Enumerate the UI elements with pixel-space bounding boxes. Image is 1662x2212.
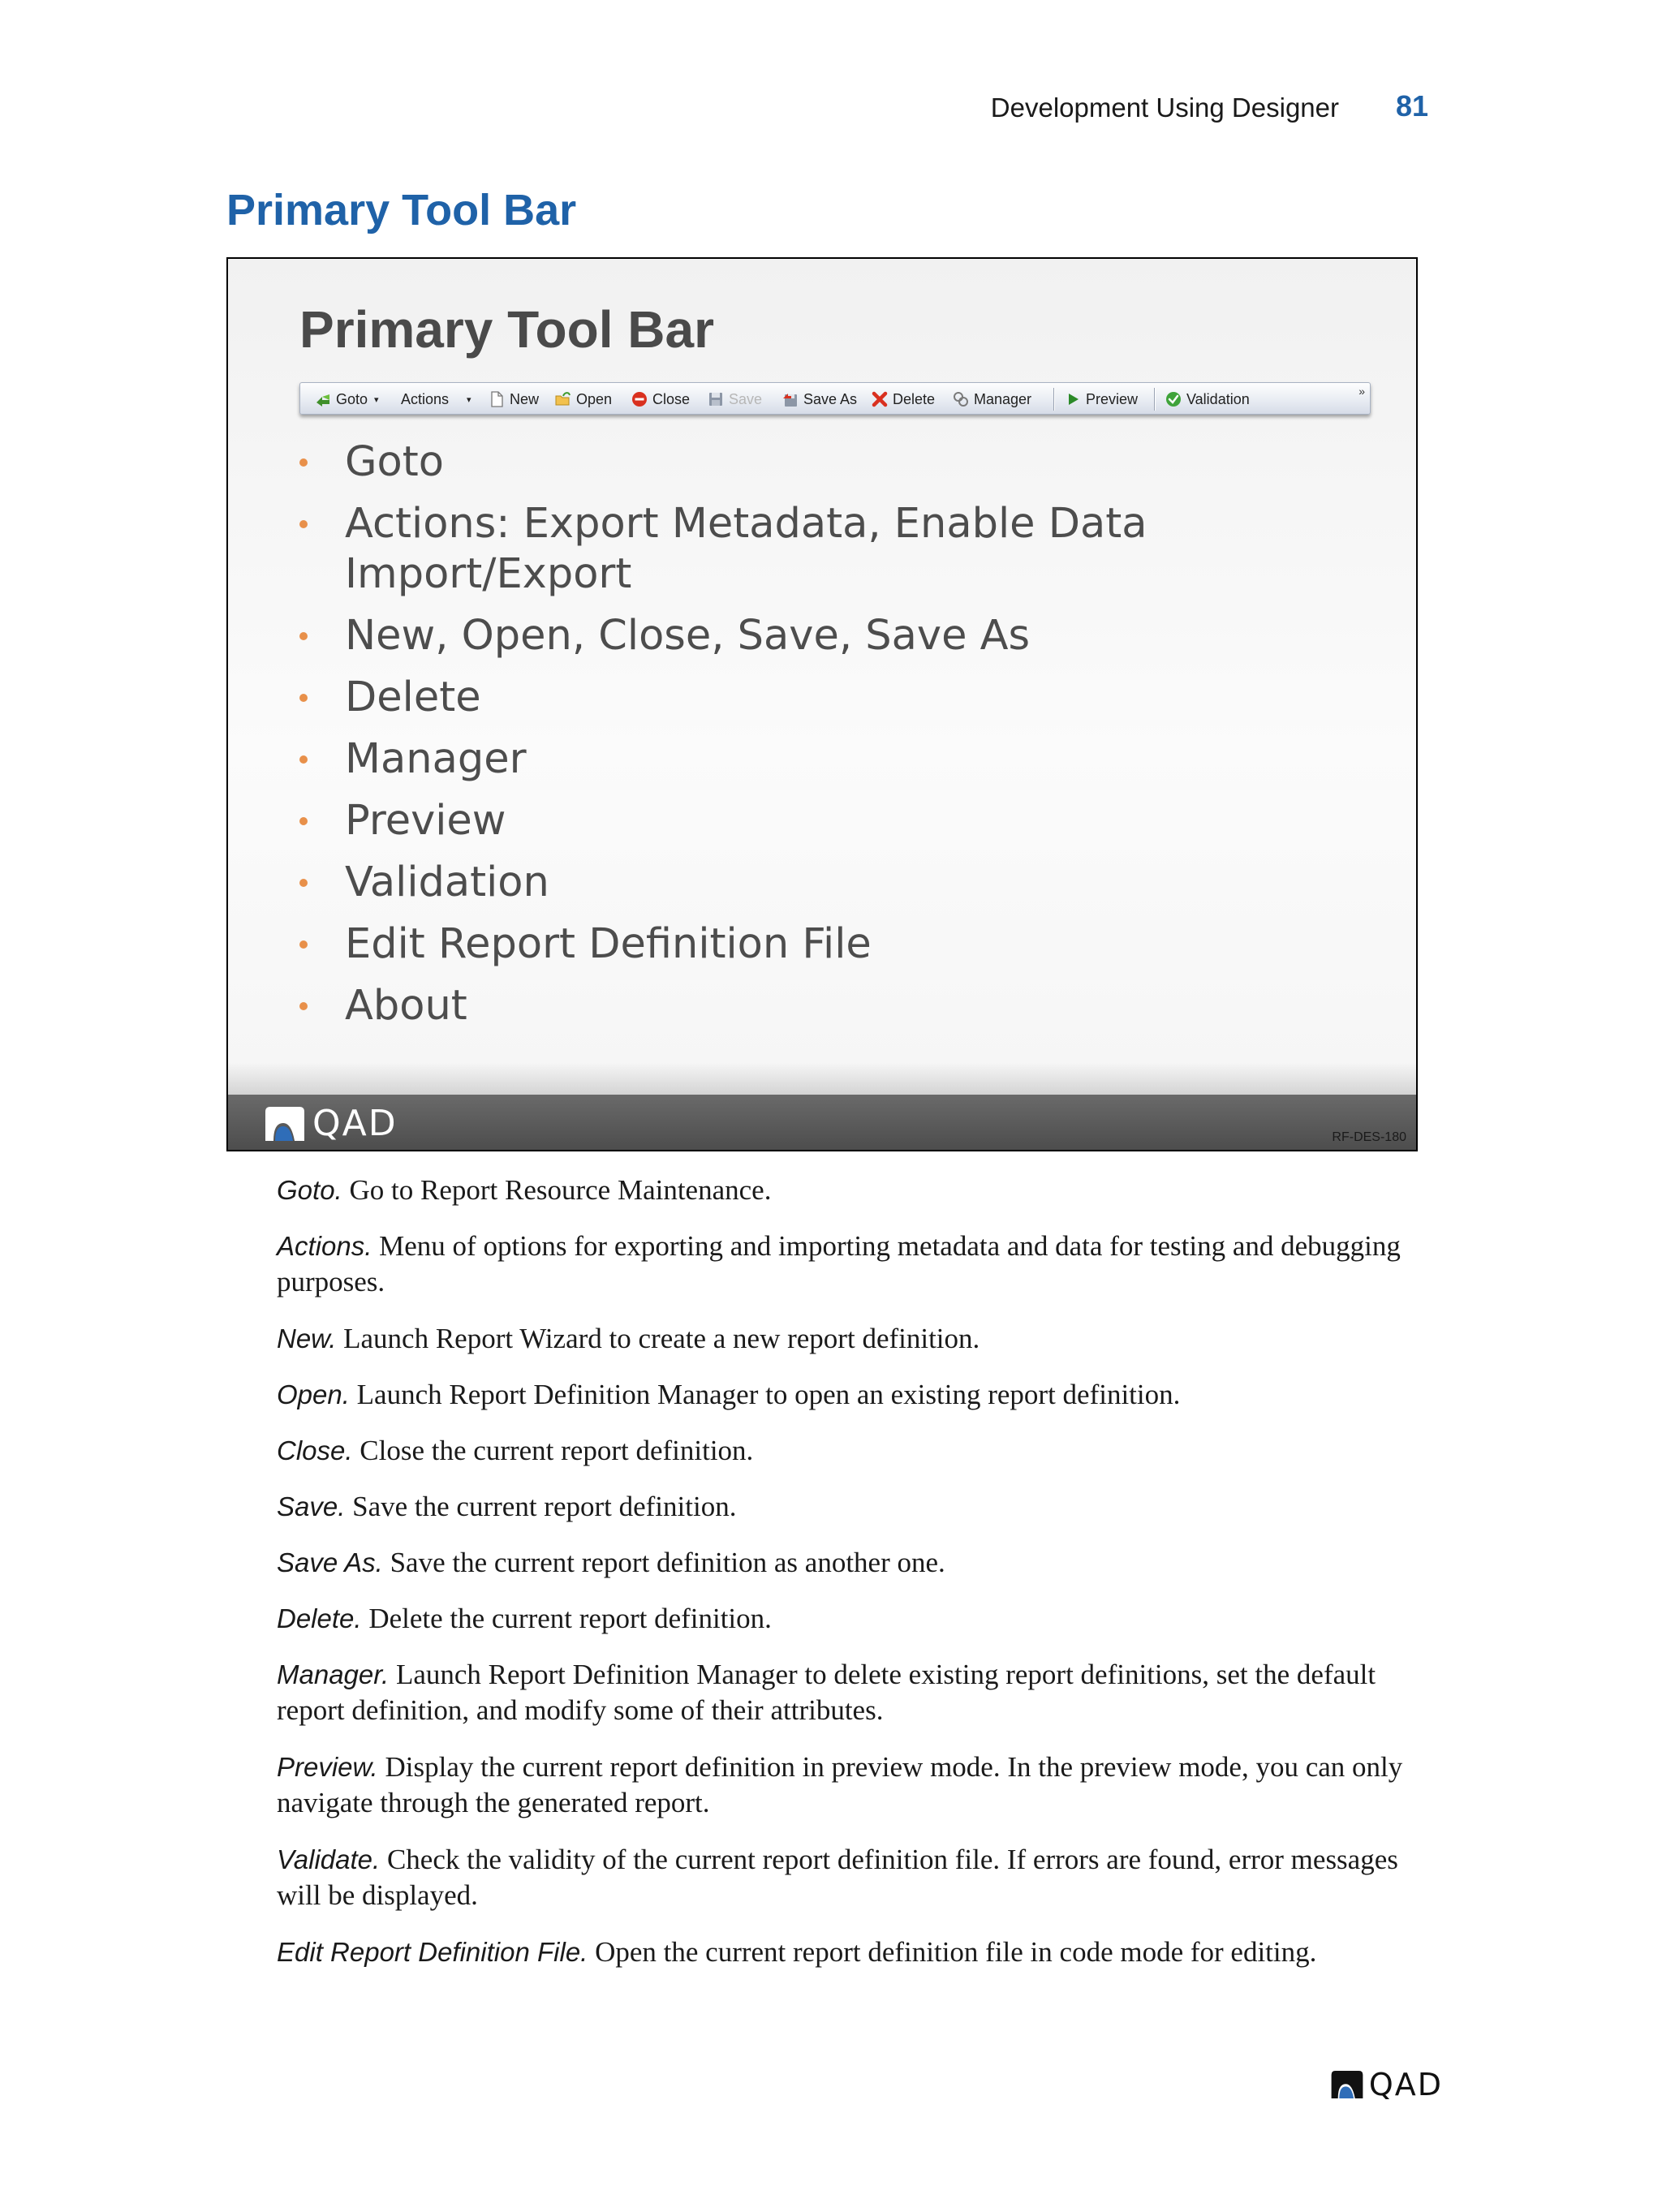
description-term: Preview. xyxy=(277,1752,378,1782)
bullet-text: Edit Report Definition File xyxy=(345,920,872,968)
slide-code: RF-DES-180 xyxy=(1332,1130,1406,1144)
description-text: Menu of options for exporting and importing metadata and data for testing and debugging purposes. xyxy=(277,1230,1401,1298)
new-document-icon xyxy=(489,391,505,407)
description-text: Go to Report Resource Maintenance. xyxy=(342,1174,772,1206)
toolbar-label: Open xyxy=(576,390,613,407)
description-term: New. xyxy=(277,1323,337,1353)
description-close xyxy=(277,1433,1429,1469)
toolbar-label: Close xyxy=(652,390,691,407)
section-title: Primary Tool Bar xyxy=(226,186,577,235)
check-circle-icon xyxy=(1165,391,1182,407)
description-validate xyxy=(277,1842,1429,1913)
description-text: Save the current report definition as another one. xyxy=(382,1547,945,1578)
description-term: Save. xyxy=(277,1491,346,1521)
list-item xyxy=(299,611,1371,661)
bullet-text: Preview xyxy=(345,797,506,845)
list-item xyxy=(299,437,1371,488)
description-term: Manager. xyxy=(277,1659,390,1689)
description-text: Launch Report Definition Manager to delete existing report definitions, set the default report definition, and modify some of their attributes. xyxy=(277,1659,1376,1726)
description-text: Close the current report definition. xyxy=(352,1435,754,1466)
description-text: Save the current report definition. xyxy=(345,1491,737,1522)
description-save-as xyxy=(277,1545,1429,1581)
close-circle-icon xyxy=(631,391,648,407)
bullet-dot xyxy=(299,458,308,467)
description-goto xyxy=(277,1173,1429,1208)
toolbar-label: Save xyxy=(729,390,763,407)
description-term: Open. xyxy=(277,1379,350,1409)
description-text: Launch Report Wizard to create a new report definition. xyxy=(336,1323,980,1354)
description-text: Delete the current report definition. xyxy=(361,1603,772,1634)
list-item xyxy=(299,858,1371,908)
description-term: Edit Report Definition File. xyxy=(277,1937,588,1967)
running-header xyxy=(958,89,1428,130)
toolbar-overflow-button[interactable]: » xyxy=(1358,385,1365,398)
description-preview xyxy=(277,1749,1429,1821)
chevron-down-icon: ▾ xyxy=(374,394,379,405)
toolbar-label: Preview xyxy=(1086,390,1139,407)
chevron-down-icon: ▾ xyxy=(467,394,471,405)
bullet-dot xyxy=(299,1002,308,1010)
bullet-text: Actions: Export Metadata, Enable Data Import/Export xyxy=(345,500,1147,598)
toolbar-close-button[interactable] xyxy=(631,390,690,408)
running-title: Development Using Designer xyxy=(990,93,1339,123)
toolbar-label: Delete xyxy=(893,390,936,407)
toolbar-separator xyxy=(1053,388,1054,411)
toolbar-label: Actions xyxy=(401,390,450,407)
toolbar-open-button[interactable] xyxy=(555,390,612,408)
bullet-text: New, Open, Close, Save, Save As xyxy=(345,612,1031,660)
delete-x-icon xyxy=(872,391,888,407)
page-number: 81 xyxy=(1395,89,1428,123)
bullet-dot xyxy=(299,694,308,702)
logo-text: QAD xyxy=(312,1103,398,1144)
toolbar-preview-button[interactable] xyxy=(1065,390,1138,408)
slide-title: Primary Tool Bar xyxy=(299,300,714,359)
description-actions xyxy=(277,1229,1429,1300)
description-text: Check the validity of the current report definition file. If errors are found, error messages will be displayed. xyxy=(277,1844,1398,1911)
bullet-dot xyxy=(299,632,308,640)
bullet-dot xyxy=(299,755,308,764)
toolbar-label: Manager xyxy=(974,390,1032,407)
toolbar-label: Save As xyxy=(803,390,858,407)
list-item xyxy=(299,919,1371,970)
toolbar-separator xyxy=(1154,388,1155,411)
description-save xyxy=(277,1489,1429,1525)
toolbar-label: Validation xyxy=(1186,390,1250,407)
toolbar-label: New xyxy=(510,390,540,407)
description-open xyxy=(277,1377,1429,1413)
description-term: Close. xyxy=(277,1435,353,1465)
qad-logo xyxy=(264,1103,398,1144)
page-footer-qad-logo xyxy=(1330,2067,1443,2102)
description-delete xyxy=(277,1601,1429,1637)
toolbar-goto-button[interactable] xyxy=(315,390,379,408)
toolbar-label: Goto xyxy=(336,390,368,407)
description-edit-report-definition-file xyxy=(277,1934,1429,1970)
bullet-dot xyxy=(299,879,308,887)
toolbar-validation-button[interactable] xyxy=(1165,390,1250,408)
list-item xyxy=(299,734,1371,785)
description-text: Launch Report Definition Manager to open an existing report definition. xyxy=(349,1379,1181,1410)
description-term: Goto. xyxy=(277,1175,342,1205)
save-as-icon xyxy=(782,391,799,407)
list-item xyxy=(299,499,1371,600)
toolbar-delete-button[interactable] xyxy=(872,390,935,408)
bullet-text: Manager xyxy=(345,735,527,783)
description-manager xyxy=(277,1657,1429,1728)
bullet-dot xyxy=(299,520,308,528)
qad-logo-mark-icon xyxy=(264,1105,306,1143)
description-new xyxy=(277,1321,1429,1357)
description-term: Validate. xyxy=(277,1844,381,1874)
toolbar-save-as-button[interactable] xyxy=(782,390,857,408)
description-text: Display the current report definition in preview mode. In the preview mode, you can only navigate through the generated report. xyxy=(277,1751,1403,1818)
slide-footer xyxy=(228,1095,1416,1150)
open-folder-icon xyxy=(555,391,571,407)
description-term: Delete. xyxy=(277,1603,362,1633)
goto-icon xyxy=(315,391,331,407)
list-item xyxy=(299,796,1371,846)
bullet-text: Goto xyxy=(345,438,444,486)
toolbar-save-button[interactable] xyxy=(708,390,762,408)
bullet-text: About xyxy=(345,982,467,1030)
list-item xyxy=(299,673,1371,723)
toolbar-new-button[interactable] xyxy=(489,390,539,408)
save-disk-icon xyxy=(708,391,724,407)
bullet-dot xyxy=(299,940,308,949)
manager-icon xyxy=(953,391,969,407)
play-triangle-icon xyxy=(1065,391,1081,407)
toolbar-actions-button[interactable] xyxy=(401,390,471,408)
description-text: Open the current report definition file in code mode for editing. xyxy=(588,1936,1317,1968)
bullet-dot xyxy=(299,817,308,825)
toolbar-manager-button[interactable] xyxy=(953,390,1031,408)
bullet-text: Validation xyxy=(345,859,549,906)
slide-figure xyxy=(226,257,1418,1151)
list-item xyxy=(299,981,1371,1031)
slide-bullet-list xyxy=(299,437,1371,1043)
description-term: Save As. xyxy=(277,1547,383,1577)
bullet-text: Delete xyxy=(345,673,481,721)
description-term: Actions. xyxy=(277,1231,372,1261)
primary-toolbar xyxy=(299,382,1371,415)
slide-footer-fade xyxy=(228,1062,1416,1095)
qad-logo-mark-icon xyxy=(1330,2069,1364,2100)
logo-text: QAD xyxy=(1368,2067,1443,2102)
